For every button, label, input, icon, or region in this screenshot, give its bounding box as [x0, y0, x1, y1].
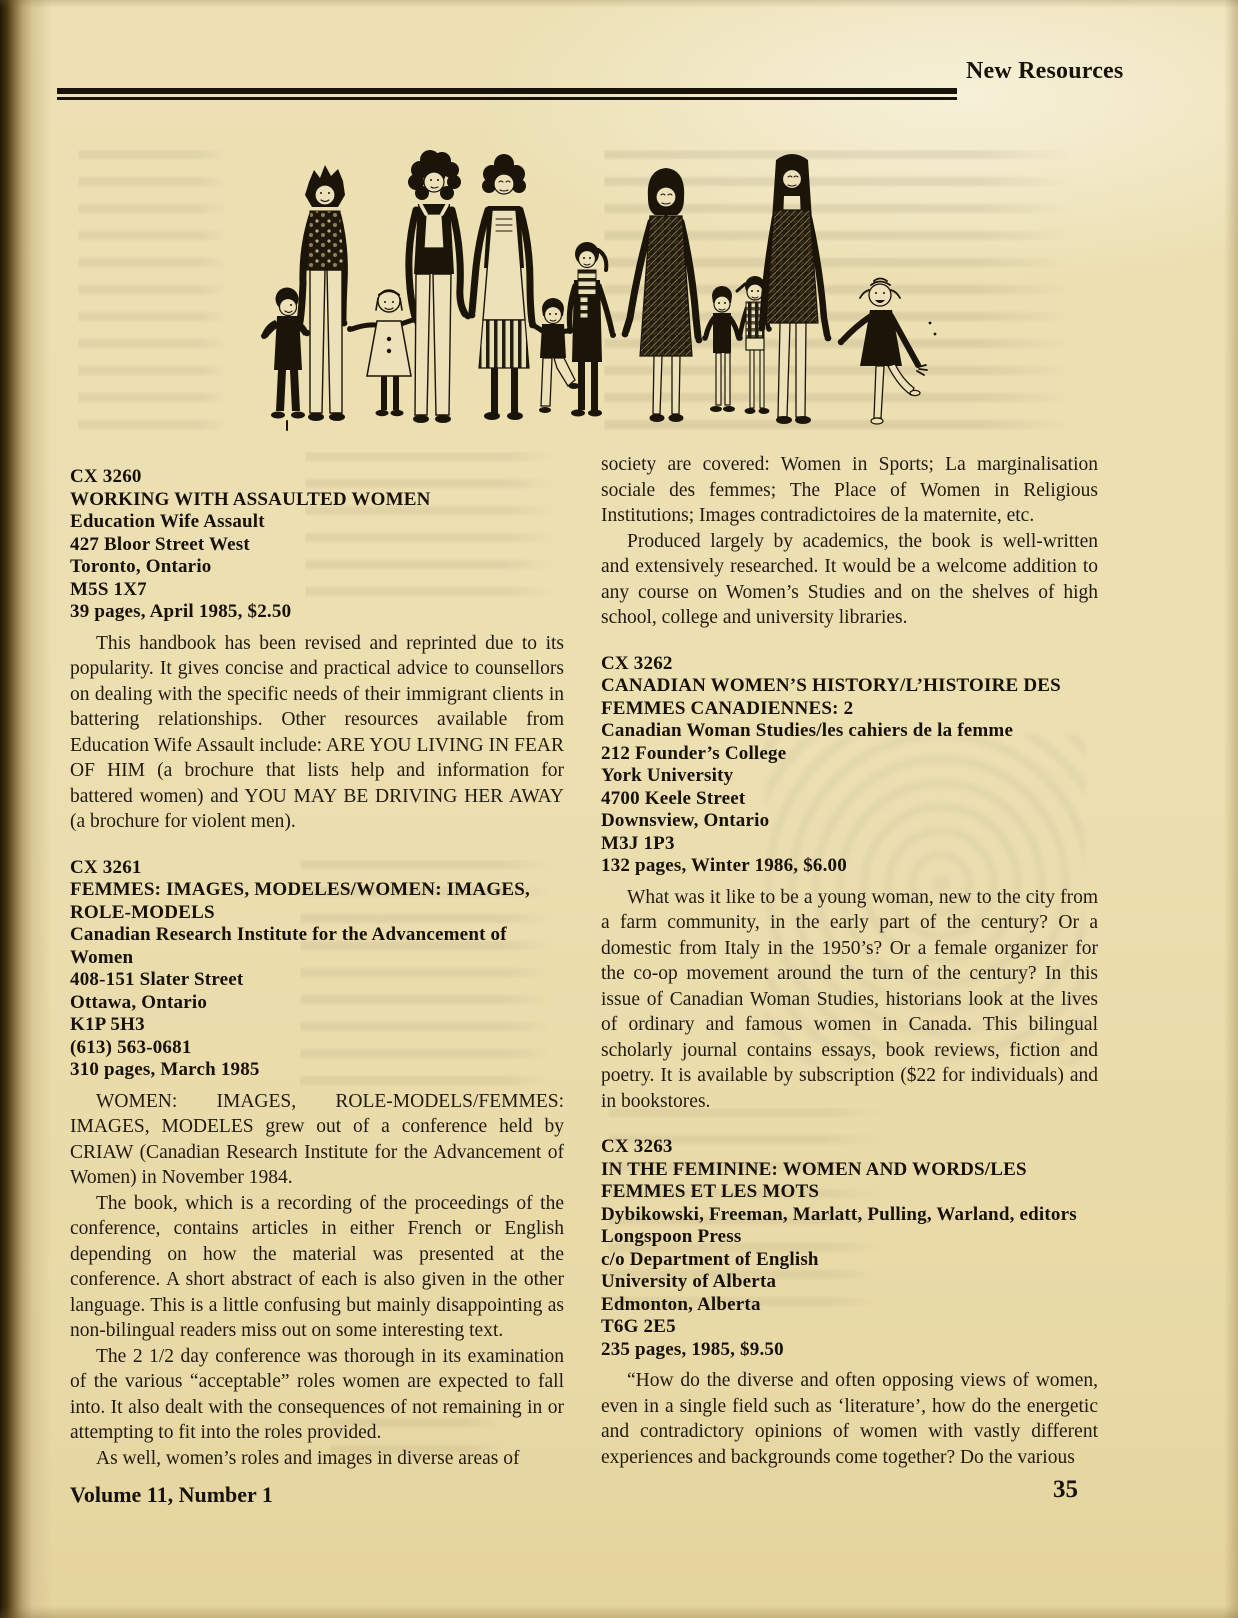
listing-address-line: 132 pages, Winter 1986, $6.00: [601, 855, 847, 876]
listing-address-line: University of Alberta: [601, 1271, 777, 1292]
page-edge-top: [0, 0, 1238, 8]
column-left: [70, 466, 564, 1471]
listing-paragraph: “How do the diverse and often opposing views of women, even in a single field such as ‘literature’, how do the energetic and contradictory opinions of women with vastly different experiences and backgrounds come together? Do the various: [601, 1370, 1098, 1468]
listing-address-line: Longspoon Press: [601, 1226, 742, 1247]
show-through-texture: [78, 150, 228, 440]
listing-paragraph: The 2 1/2 day conference was thorough in its examination of the various “acceptable” roles women are expected to fall into. It also dealt with the consequences of not remaining in or attempting to fit into the roles provided.: [70, 1345, 564, 1443]
listing-address-line: Canadian Research Institute for the Advancement of Women: [70, 924, 507, 968]
listing-address-line: York University: [601, 765, 734, 786]
column-right: [601, 452, 1098, 1470]
listing-address-line: Education Wife Assault: [70, 511, 265, 532]
listing-paragraph: This handbook has been revised and reprinted due to its popularity. It gives concise and practical advice to counsellors on dealing with the specific needs of their immigrant clients in battering relationships. Other resources available from Education Wife Assault include: ARE YOU LIVING IN FEAR OF HIM (a brochure that lists help and information for battered women) and YOU MAY BE DRIVING HER AWAY (a brochure for violent men).: [70, 632, 564, 832]
figure-woman-bob: [622, 168, 703, 422]
listing-header: [601, 653, 1098, 878]
listing-code: CX 3260: [70, 466, 142, 487]
listing-header: [601, 1136, 1098, 1361]
listing-address-line: Edmonton, Alberta: [601, 1293, 761, 1315]
listing-address-line: Downsview, Ontario: [601, 810, 770, 831]
section-title: New Resources: [966, 58, 1124, 84]
figure-woman-pinafore: [469, 154, 537, 420]
listing-cx3261: [70, 857, 564, 1472]
listing-address-line: M3J 1P3: [601, 832, 675, 854]
listing-address-line: 408-151 Slater Street: [70, 969, 244, 990]
listing-code: CX 3263: [601, 1136, 673, 1157]
listing-address-line: Toronto, Ontario: [70, 556, 212, 577]
figure-woman-curly-overalls: [408, 150, 471, 423]
listing-address-line: Ottawa, Ontario: [70, 991, 208, 1013]
listing-address-line: 4700 Keele Street: [601, 787, 746, 809]
listing-title: FEMMES: IMAGES, MODELES/WOMEN: IMAGES, ROLE-MODELS: [70, 879, 530, 923]
listing-paragraph: Produced largely by academics, the book is well-written and extensively researched. It would be a welcome addition to any course on Women’s Studies and on the shelves of high school, college and university libraries.: [601, 530, 1098, 628]
listing-paragraph: WOMEN: IMAGES, ROLE-MODELS/FEMMES: IMAGES, MODELES grew out of a conference held by CRIAW (Canadian Research Institute for the Advancement of Women) in November 1984.: [70, 1090, 564, 1188]
listing-cx3263: [601, 1136, 1098, 1470]
listing-title: IN THE FEMININE: WOMEN AND WORDS/LES FEMMES ET LES MOTS: [601, 1158, 1027, 1202]
listing-header: [70, 466, 564, 624]
listing-cx3262: [601, 653, 1098, 1115]
figure-girl-skipping: [838, 279, 937, 425]
listing-paragraph: As well, women’s roles and images in diverse areas of: [96, 1447, 520, 1469]
illustration-women-and-children: [230, 118, 1010, 438]
listing-paragraph: The book, which is a recording of the proceedings of the conference, contains articles in either French or English depending on how the material was presented at the conference. A short abstract of each is also given in the other language. This is a little confusing but mainly disappointing as non-bilingual readers miss out on some interesting text.: [70, 1192, 564, 1341]
listing-title: CANADIAN WOMEN’S HISTORY/L’HISTOIRE DES FEMMES CANADIENNES: 2: [601, 675, 1061, 719]
listing-header: [70, 857, 564, 1082]
listing-title: WORKING WITH ASSAULTED WOMEN: [70, 488, 431, 510]
listing-address-line: Canadian Woman Studies/les cahiers de la femme: [601, 720, 1014, 741]
figure-boy: [702, 286, 742, 412]
listing-address-line: (613) 563-0681: [70, 1036, 192, 1058]
listing-code: CX 3261: [70, 856, 142, 878]
listing-address-line: K1P 5H3: [70, 1014, 145, 1035]
listing-code: CX 3262: [601, 652, 673, 674]
listing-address-line: 39 pages, April 1985, $2.50: [70, 601, 292, 622]
listing-address-line: Dybikowski, Freeman, Marlatt, Pulling, Warland, editors: [601, 1203, 1077, 1225]
listing-cx3260: [70, 466, 564, 835]
figure-teen-scarf: [567, 242, 616, 417]
listing-address-line: 212 Founder’s College: [601, 742, 787, 764]
page-edge-bottom: [0, 1606, 1238, 1618]
footer-page-number: 35: [1053, 1476, 1078, 1503]
listing-address-line: 235 pages, 1985, $9.50: [601, 1338, 784, 1360]
listing-address-line: 310 pages, March 1985: [70, 1059, 260, 1080]
header-rule: [57, 88, 957, 100]
listing-address-line: T6G 2E5: [601, 1316, 676, 1337]
figure-woman-long-hair: [759, 154, 832, 424]
listing-address-line: c/o Department of English: [601, 1248, 819, 1270]
footer-volume: Volume 11, Number 1: [70, 1482, 273, 1507]
listing-address-line: M5S 1X7: [70, 578, 147, 600]
listing-address-line: 427 Bloor Street West: [70, 533, 250, 555]
figure-woman-shaggy: [297, 165, 348, 421]
listing-paragraph: society are covered: Women in Sports; La marginalisation sociale des femmes; The Place of Women in Religious Institutions; Images contradictoires de la maternite, etc.: [601, 454, 1098, 526]
listing-paragraph: What was it like to be a young woman, new to the city from a farm community, in the early part of the century? Or a domestic from Italy in the 1950’s? Or a female organizer for the co-op movement around the turn of the century? In this issue of Canadian Woman Studies, historians look at the lives of ordinary and famous women in Canada. This bilingual scholarly journal contains essays, book reviews, fiction and poetry. It is available by subscription ($22 for individuals) and in bookstores.: [601, 886, 1098, 1112]
binding-spine-shadow: [0, 0, 52, 1618]
continued-text: [601, 452, 1098, 631]
page-edge-right: [1224, 0, 1238, 1618]
